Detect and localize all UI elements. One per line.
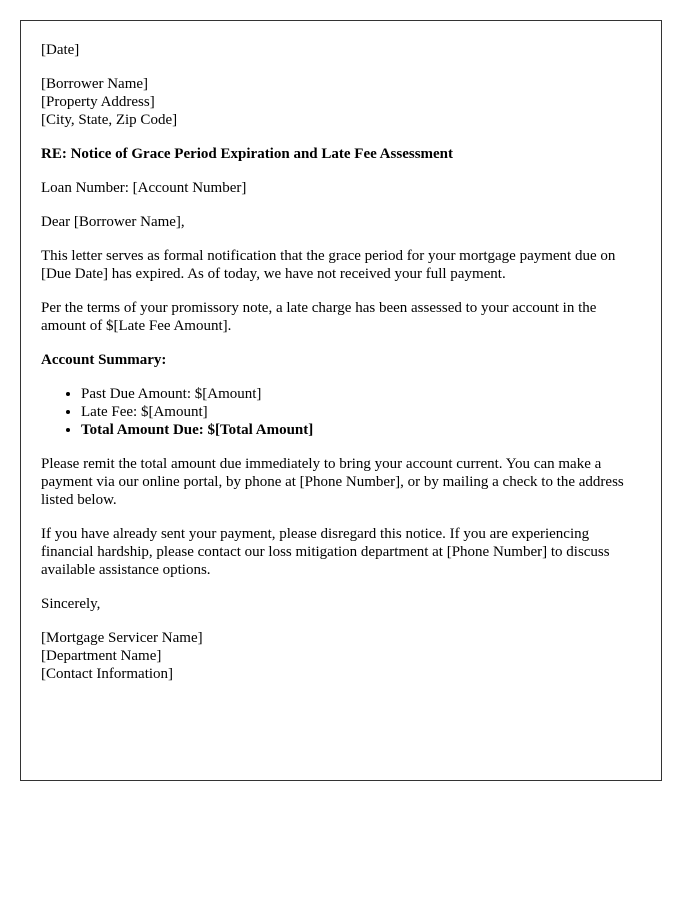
summary-item-total-due: • Total Amount Due: $[Total Amount] bbox=[81, 421, 641, 439]
closing: Sincerely, bbox=[41, 596, 101, 612]
department-name: [Department Name] bbox=[41, 648, 162, 664]
recipient-address: [Property Address] bbox=[41, 94, 155, 110]
servicer-name: [Mortgage Servicer Name] bbox=[41, 630, 203, 646]
body-paragraph-2: Per the terms of your promissory note, a late charge has been assessed to your account in the amount of $[Late Fee Amount]. bbox=[41, 300, 597, 334]
summary-item-late-fee: • Late Fee: $[Amount] bbox=[81, 403, 641, 421]
body-paragraph-1: This letter serves as formal notification that the grace period for your mortgage payment due on [Due Date] has expired. As of today, we have not received your full payment. bbox=[41, 248, 616, 282]
account-summary-list bbox=[41, 385, 641, 439]
recipient-block bbox=[41, 75, 641, 129]
signature-block bbox=[41, 629, 641, 683]
body-paragraph-4: If you have already sent your payment, please disregard this notice. If you are experiencing financial hardship, please contact our loss mitigation department at [Phone Number] to discuss available assistance options. bbox=[41, 526, 610, 578]
contact-information: [Contact Information] bbox=[41, 666, 174, 682]
body-paragraph-3: Please remit the total amount due immediately to bring your account current. You can make a payment via our online portal, by phone at [Phone Number], or by mailing a check to the address listed below. bbox=[41, 456, 624, 508]
letter-date: [Date] bbox=[41, 42, 80, 58]
recipient-city: [City, State, Zip Code] bbox=[41, 112, 178, 128]
account-summary-heading: Account Summary: bbox=[41, 352, 167, 368]
summary-item-past-due: • Past Due Amount: $[Amount] bbox=[81, 385, 641, 403]
subject-line: RE: Notice of Grace Period Expiration and Late Fee Assessment bbox=[41, 146, 454, 162]
recipient-name: [Borrower Name] bbox=[41, 76, 149, 92]
letter-container bbox=[20, 20, 662, 781]
salutation: Dear [Borrower Name], bbox=[41, 214, 185, 230]
loan-number: Loan Number: [Account Number] bbox=[41, 180, 247, 196]
